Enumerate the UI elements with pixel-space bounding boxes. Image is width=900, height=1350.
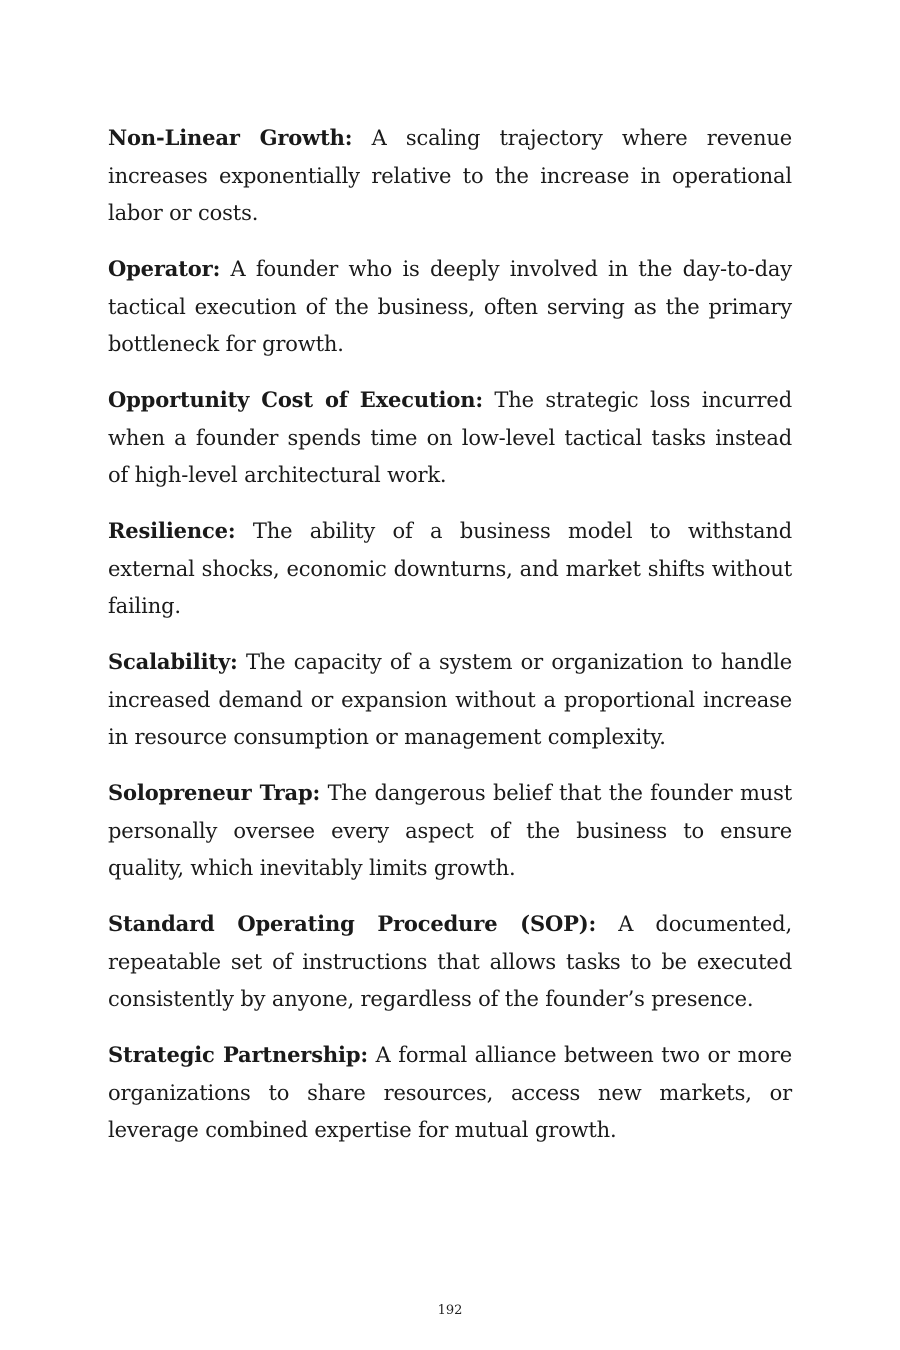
glossary-term: Non-Linear Growth: bbox=[108, 125, 353, 150]
glossary-definition: The strategic loss incurred when a founder spends time on low-level tactical tasks instead of high-level architectural work. bbox=[108, 388, 792, 487]
glossary-definition: The ability of a business model to withstand external shocks, economic downturns, and market shifts without failing. bbox=[108, 519, 792, 618]
glossary-definition: A scaling trajectory where revenue increases exponentially relative to the increase in operational labor or costs. bbox=[108, 126, 792, 225]
glossary-entry-opportunity-cost bbox=[108, 381, 792, 495]
glossary-entry-scalability bbox=[108, 643, 792, 757]
glossary-page bbox=[108, 119, 792, 1167]
glossary-entry-non-linear-growth bbox=[108, 119, 792, 233]
glossary-definition: A formal alliance between two or more organizations to share resources, access new markets, or leverage combined expertise for mutual growth. bbox=[108, 1043, 792, 1142]
glossary-term: Operator: bbox=[108, 256, 221, 281]
glossary-definition: A founder who is deeply involved in the day-to-day tactical execution of the business, often serving as the primary bottleneck for growth. bbox=[108, 257, 792, 356]
glossary-definition: The dangerous belief that the founder must personally oversee every aspect of the business to ensure quality, which inevitably limits growth. bbox=[108, 781, 792, 880]
glossary-term: Standard Operating Procedure (SOP): bbox=[108, 911, 597, 936]
glossary-term: Strategic Partnership: bbox=[108, 1042, 368, 1067]
glossary-entry-strategic-partnership bbox=[108, 1036, 792, 1150]
glossary-entry-resilience bbox=[108, 512, 792, 626]
glossary-entry-solopreneur-trap bbox=[108, 774, 792, 888]
glossary-entry-sop bbox=[108, 905, 792, 1019]
glossary-term: Resilience: bbox=[108, 518, 236, 543]
glossary-term: Opportunity Cost of Execution: bbox=[108, 387, 483, 412]
glossary-entry-operator bbox=[108, 250, 792, 364]
page-number: 192 bbox=[437, 1303, 463, 1318]
glossary-term: Solopreneur Trap: bbox=[108, 780, 321, 805]
glossary-definition: The capacity of a system or organization to handle increased demand or expansion without a proportional increase in resource consumption or management complexity. bbox=[108, 650, 793, 749]
glossary-definition: A documented, repeatable set of instructions that allows tasks to be executed consistently by anyone, regardless of the founder’s presence. bbox=[108, 912, 792, 1011]
glossary-term: Scalability: bbox=[108, 649, 238, 674]
